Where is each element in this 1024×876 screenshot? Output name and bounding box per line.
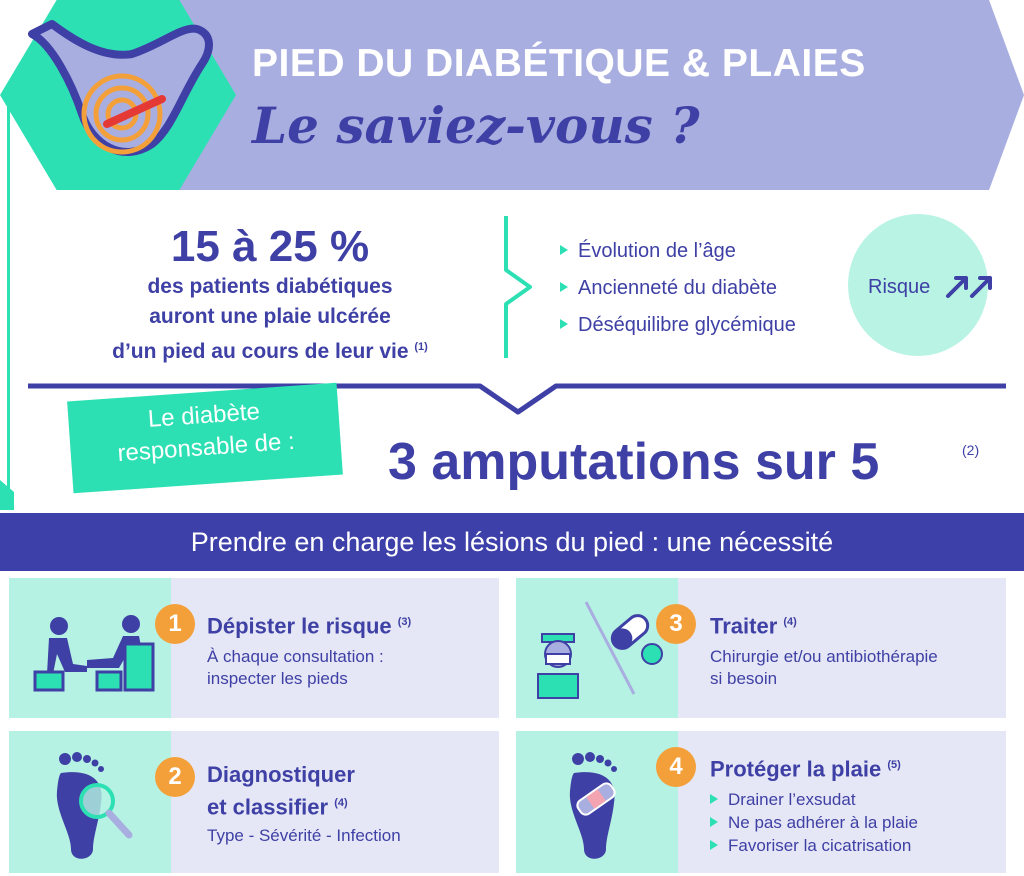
protection-bullet-list xyxy=(710,789,918,858)
stat-line-1: des patients diabétiques xyxy=(147,275,393,298)
surgeon-pill-icon xyxy=(526,598,672,702)
amputation-headline: 3 amputations sur 5 xyxy=(388,433,880,491)
card-text-line-2: si besoin xyxy=(710,669,778,688)
card-text-line-1: À chaque consultation : xyxy=(207,647,384,666)
risk-factor-label: Ancienneté du diabète xyxy=(578,277,778,299)
list-item-label: Favoriser la cicatrisation xyxy=(728,836,912,855)
triangle-bullet-icon xyxy=(560,245,568,255)
list-item xyxy=(710,835,918,858)
step-number-badge: 2 xyxy=(155,757,195,797)
card-treatment xyxy=(516,578,1006,718)
step-number-badge: 1 xyxy=(155,604,195,644)
page-title: PIED DU DIABÉTIQUE & PLAIES xyxy=(252,42,866,85)
triangle-bullet-icon xyxy=(560,282,568,292)
card-title xyxy=(710,751,901,783)
foot-pain-icon xyxy=(12,14,232,184)
card-title xyxy=(710,608,797,640)
triangle-bullet-icon xyxy=(710,794,718,804)
stat-line-3-text: d’un pied au cours de leur vie xyxy=(112,340,409,363)
section-title: Prendre en charge les lésions du pied : une nécessité xyxy=(190,527,834,557)
footprint-bandage-icon xyxy=(556,751,646,865)
increase-arrows-icon xyxy=(944,270,1000,300)
risk-factor-list xyxy=(560,236,796,347)
stat-line-3 xyxy=(60,332,480,367)
triangle-bullet-icon xyxy=(710,817,718,827)
risk-factor-item xyxy=(560,310,796,347)
header-banner xyxy=(150,0,1024,190)
card-text-line-2: inspecter les pieds xyxy=(207,669,348,688)
footprint-magnifier-icon xyxy=(49,751,139,865)
risk-factor-label: Évolution de l’âge xyxy=(578,240,736,262)
triangle-bullet-icon xyxy=(560,319,568,329)
page-subtitle: Le saviez-vous ? xyxy=(252,96,700,155)
step-number-badge: 3 xyxy=(656,604,696,644)
card-title-line-1: Diagnostiquer xyxy=(207,762,355,787)
left-accent-line xyxy=(7,100,10,500)
card-title-ref: (4) xyxy=(334,797,348,809)
card-text-line-1: Chirurgie et/ou antibiothérapie xyxy=(710,647,938,666)
bracket-divider xyxy=(500,214,540,360)
stat-line-2: auront une plaie ulcérée xyxy=(149,305,391,328)
risk-label: Risque xyxy=(868,276,931,298)
card-title-text: Traiter xyxy=(710,613,778,639)
risk-factor-item xyxy=(560,273,796,310)
diabetes-callout-line-2: responsable de : xyxy=(116,427,296,468)
card-title-ref: (5) xyxy=(887,759,901,771)
list-item-label: Ne pas adhérer à la plaie xyxy=(728,813,918,832)
list-item-label: Drainer l’exsudat xyxy=(728,790,856,809)
stat-ref: (1) xyxy=(414,341,428,353)
card-text-line-1: Type - Sévérité - Infection xyxy=(207,826,401,845)
risk-factor-item xyxy=(560,236,796,273)
header xyxy=(0,0,1024,190)
triangle-bullet-icon xyxy=(710,840,718,850)
card-protection xyxy=(516,731,1006,873)
diabetes-callout-line-1: Le diabète xyxy=(146,398,261,433)
card-diagnosis xyxy=(9,731,499,873)
card-screening xyxy=(9,578,499,718)
card-title-line-2 xyxy=(207,789,348,821)
list-item xyxy=(710,789,918,812)
foot-exam-icon xyxy=(27,614,157,692)
card-title-text: Protéger la plaie xyxy=(710,756,882,782)
card-title xyxy=(207,608,411,640)
amputation-ref: (2) xyxy=(962,442,980,458)
step-number-badge: 4 xyxy=(656,747,696,787)
risk-factor-label: Déséquilibre glycémique xyxy=(578,314,796,336)
stat-description xyxy=(60,272,480,367)
card-title-ref: (3) xyxy=(397,616,412,628)
list-item xyxy=(710,812,918,835)
card-title-text: Dépister le risque xyxy=(207,613,392,639)
card-title-ref: (4) xyxy=(783,616,797,628)
stat-percentage: 15 à 25 % xyxy=(170,222,370,271)
card-title-text: et classifier xyxy=(207,794,329,820)
